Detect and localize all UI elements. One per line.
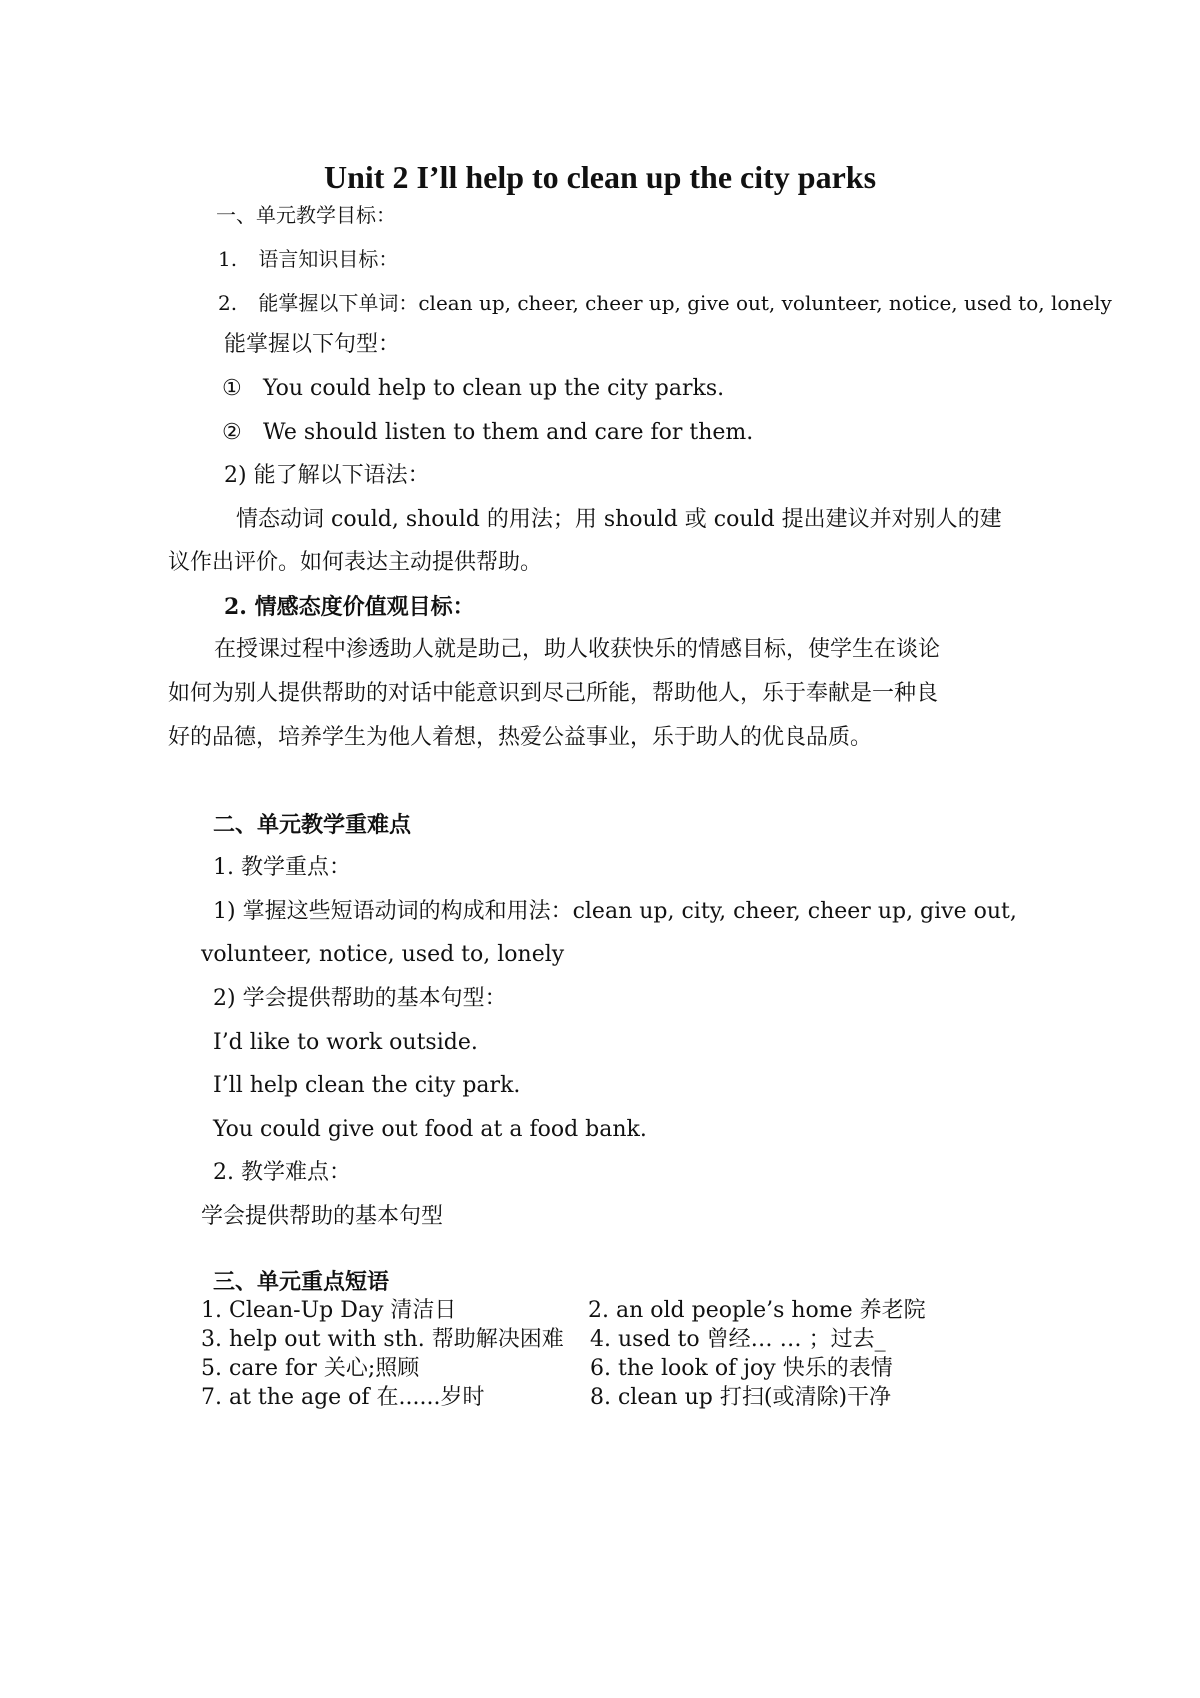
pattern-2-marker: ② bbox=[222, 420, 242, 445]
emotion-line-1: 在授课过程中渗透助人就是助己，助人收获快乐的情感目标，使学生在谈论 bbox=[214, 637, 941, 662]
example-sentence-2: I’ll help clean the city park. bbox=[213, 1073, 521, 1098]
objective-item-2-text: 能掌握以下单词：clean up, cheer, cheer up, give out, volunteer, notice, used to, lonely bbox=[258, 291, 1112, 315]
objective-item-1 bbox=[218, 247, 398, 271]
phrase-item: 5. care for 关心;照顾 bbox=[201, 1356, 420, 1381]
grammar-heading: 2) 能了解以下语法： bbox=[224, 463, 430, 488]
emotion-heading: 2. 情感态度价值观目标： bbox=[224, 594, 475, 620]
key-point-2-heading: 2) 学会提供帮助的基本句型： bbox=[213, 986, 507, 1011]
key-point-1-line-1: 1) 掌握这些短语动词的构成和用法：clean up, city, cheer, cheer up, give out, bbox=[213, 899, 1017, 924]
grammar-line-1: 情态动词 could, should 的用法；用 should 或 could 提出建议并对别人的建 bbox=[236, 507, 1002, 532]
phrase-item: 3. help out with sth. 帮助解决困难 bbox=[201, 1327, 564, 1352]
phrase-item: 1. Clean-Up Day 清洁日 bbox=[201, 1298, 457, 1323]
objective-item-2-number: 2. bbox=[218, 291, 238, 315]
phrase-item: 8. clean up 打扫(或清除)干净 bbox=[590, 1385, 892, 1410]
section-2-heading: 二、单元教学重难点 bbox=[213, 812, 412, 838]
objective-item-1-number: 1. bbox=[218, 247, 238, 271]
phrase-item: 4. used to 曾经… … ；过去_ bbox=[590, 1327, 886, 1352]
pattern-2 bbox=[222, 420, 753, 446]
difficulties-heading: 2. 教学难点： bbox=[213, 1160, 351, 1185]
pattern-2-text: We should listen to them and care for them. bbox=[263, 420, 754, 445]
pattern-1 bbox=[222, 376, 724, 402]
pattern-1-text: You could help to clean up the city parks. bbox=[263, 376, 725, 401]
phrase-item: 7. at the age of 在......岁时 bbox=[201, 1385, 485, 1410]
key-points-heading: 1. 教学重点： bbox=[213, 855, 351, 880]
difficulties-text: 学会提供帮助的基本句型 bbox=[201, 1204, 444, 1229]
section-1-heading: 一、单元教学目标： bbox=[216, 203, 396, 227]
key-point-1-line-2: volunteer, notice, used to, lonely bbox=[201, 942, 565, 967]
grammar-line-2: 议作出评价。如何表达主动提供帮助。 bbox=[168, 550, 543, 575]
pattern-1-marker: ① bbox=[222, 376, 242, 401]
emotion-line-2: 如何为别人提供帮助的对话中能意识到尽己所能，帮助他人，乐于奉献是一种良 bbox=[168, 681, 939, 706]
emotion-line-3: 好的品德，培养学生为他人着想，热爱公益事业，乐于助人的优良品质。 bbox=[168, 725, 873, 750]
patterns-heading: 能掌握以下句型： bbox=[224, 332, 401, 357]
section-3-heading: 三、单元重点短语 bbox=[213, 1269, 390, 1295]
page-title: Unit 2 I’ll help to clean up the city parks bbox=[323, 159, 877, 195]
objective-item-2 bbox=[218, 291, 1112, 315]
phrase-item: 6. the look of joy 快乐的表情 bbox=[590, 1356, 893, 1381]
phrase-item: 2. an old people’s home 养老院 bbox=[588, 1298, 926, 1323]
objective-item-1-text: 语言知识目标： bbox=[258, 247, 399, 271]
example-sentence-1: I’d like to work outside. bbox=[213, 1030, 478, 1055]
example-sentence-3: You could give out food at a food bank. bbox=[213, 1117, 647, 1142]
